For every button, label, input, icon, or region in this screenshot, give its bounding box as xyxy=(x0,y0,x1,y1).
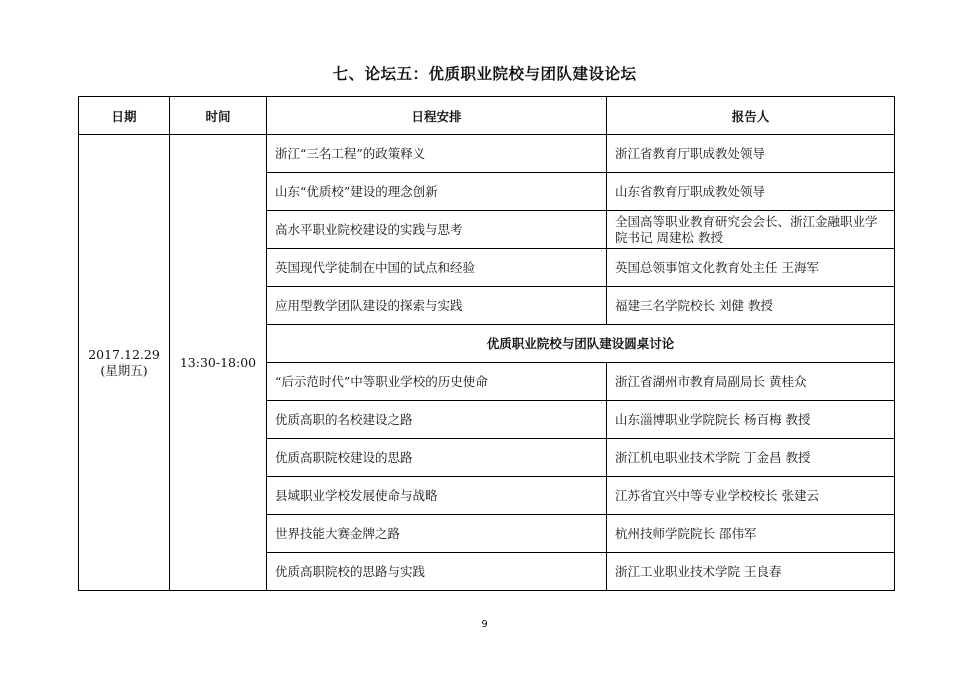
table-row xyxy=(79,135,895,173)
speaker-cell: 全国高等职业教育研究会会长、浙江金融职业学院书记 周建松 教授 xyxy=(607,211,895,249)
speaker-cell: 浙江省湖州市教育局副局长 黄桂众 xyxy=(607,363,895,401)
weekday-value: (星期五) xyxy=(100,362,148,378)
header-speaker: 报告人 xyxy=(607,97,895,135)
roundtable-subheading: 优质职业院校与团队建设圆桌讨论 xyxy=(267,325,895,363)
header-date: 日期 xyxy=(79,97,170,135)
agenda-cell: 英国现代学徒制在中国的试点和经验 xyxy=(267,249,607,287)
page-title: 七、论坛五：优质职业院校与团队建设论坛 xyxy=(332,65,637,83)
agenda-cell: “后示范时代”中等职业学校的历史使命 xyxy=(267,363,607,401)
speaker-cell: 山东淄博职业学院院长 杨百梅 教授 xyxy=(607,401,895,439)
agenda-cell: 优质高职院校建设的思路 xyxy=(267,439,607,477)
header-agenda: 日程安排 xyxy=(267,97,607,135)
agenda-cell: 世界技能大赛金牌之路 xyxy=(267,515,607,553)
page-number: 9 xyxy=(481,619,488,630)
speaker-cell: 英国总领事馆文化教育处主任 王海军 xyxy=(607,249,895,287)
agenda-cell: 优质高职院校的思路与实践 xyxy=(267,553,607,591)
header-row xyxy=(79,97,895,135)
speaker-cell: 浙江工业职业技术学院 王良春 xyxy=(607,553,895,591)
speaker-cell: 浙江机电职业技术学院 丁金昌 教授 xyxy=(607,439,895,477)
agenda-cell: 山东“优质校”建设的理念创新 xyxy=(267,173,607,211)
agenda-cell: 优质高职的名校建设之路 xyxy=(267,401,607,439)
agenda-cell: 浙江“三名工程”的政策释义 xyxy=(267,135,607,173)
speaker-cell: 江苏省宜兴中等专业学校校长 张建云 xyxy=(607,477,895,515)
agenda-cell: 县域职业学校发展使命与战略 xyxy=(267,477,607,515)
agenda-cell: 高水平职业院校建设的实践与思考 xyxy=(267,211,607,249)
schedule-table xyxy=(78,96,895,591)
date-value: 2017.12.29 xyxy=(88,346,160,362)
agenda-cell: 应用型教学团队建设的探索与实践 xyxy=(267,287,607,325)
speaker-cell: 福建三名学院校长 刘健 教授 xyxy=(607,287,895,325)
header-time: 时间 xyxy=(170,97,267,135)
time-cell: 13:30-18:00 xyxy=(170,135,267,591)
speaker-cell: 山东省教育厅职成教处领导 xyxy=(607,173,895,211)
speaker-cell: 浙江省教育厅职成教处领导 xyxy=(607,135,895,173)
speaker-cell: 杭州技师学院院长 邵伟军 xyxy=(607,515,895,553)
date-cell xyxy=(79,135,170,591)
